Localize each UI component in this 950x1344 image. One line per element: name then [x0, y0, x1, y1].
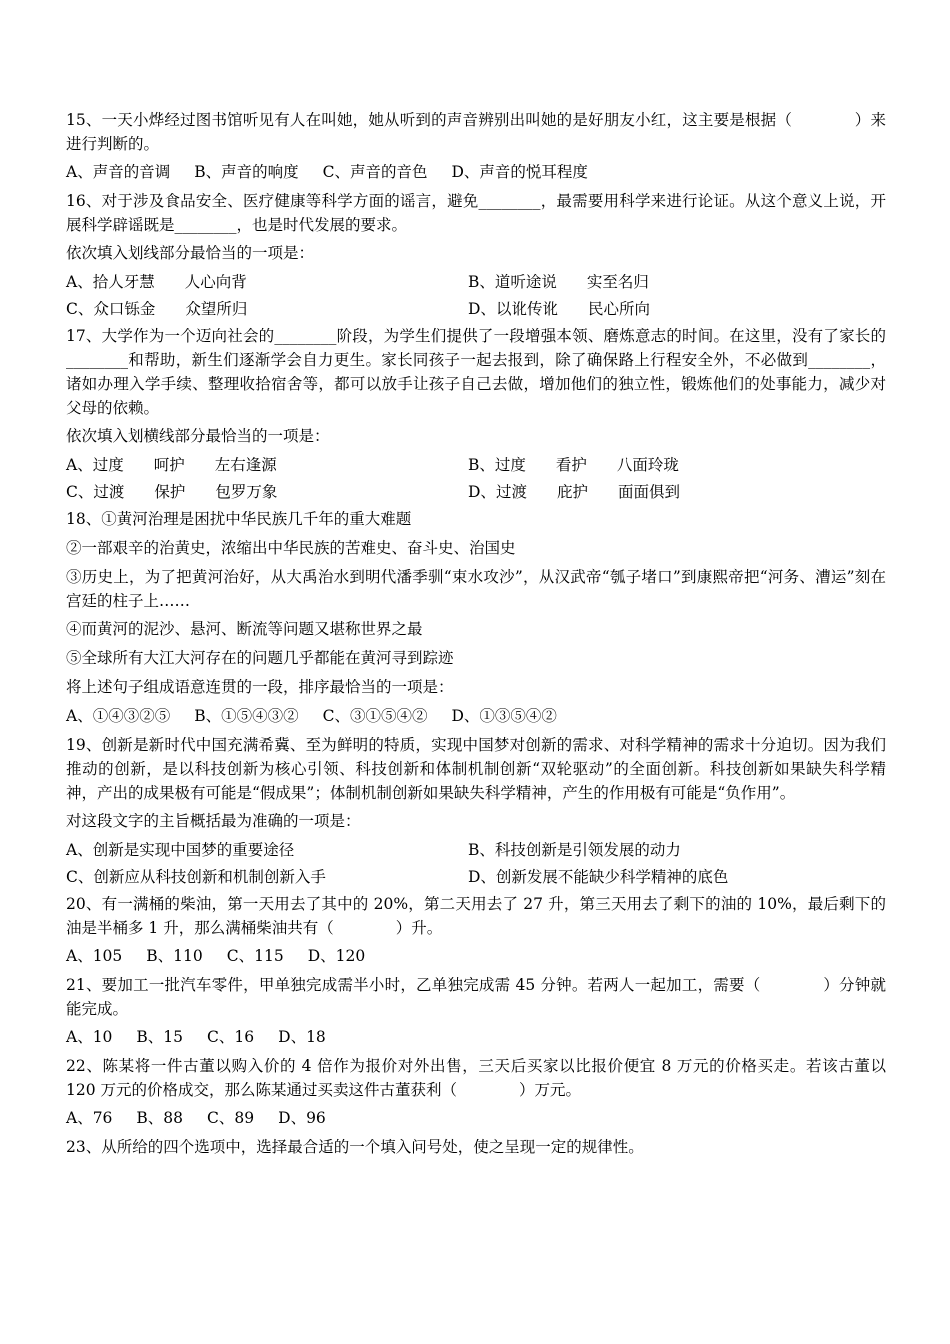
option-b: B、过度 看护 八面玲珑: [468, 456, 679, 474]
option-c: C、16: [207, 1028, 255, 1046]
option-a: A、拾人牙慧 人心向背: [66, 273, 247, 291]
question-19-prompt: 对这段文字的主旨概括最为准确的一项是：: [66, 812, 361, 830]
option-b: B、科技创新是引领发展的动力: [468, 841, 681, 859]
option-b: B、110: [146, 947, 203, 965]
option-c: C、创新应从科技创新和机制创新入手: [66, 868, 326, 886]
option-a: A、10: [66, 1028, 113, 1046]
question-17-options-row-1: [66, 453, 886, 475]
option-c: C、过渡 保护 包罗万象: [66, 483, 278, 501]
question-22-stem: 22、陈某将一件古董以购入价的 4 倍作为报价对外出售，三天后买家以比报价便宜 8 万元的价格买走。若该古董以 120 万元的价格成交，那么陈某通过买卖这件古董获利（ ）万元。: [66, 1057, 886, 1099]
option-c: C、89: [207, 1109, 255, 1127]
option-b: B、①⑤④③②: [194, 707, 299, 725]
option-c: C、115: [226, 947, 284, 965]
option-c: C、声音的音色: [322, 163, 428, 181]
option-b: B、88: [136, 1109, 184, 1127]
question-19-options-row-2: [66, 865, 886, 887]
question-15-options: [66, 160, 886, 184]
question-19-stem: 19、创新是新时代中国充满希冀、至为鲜明的特质，实现中国梦对创新的需求、对科学精神的需求十分迫切。因为我们推动的创新，是以科技创新为核心引领、科技创新和体制机制创新“双轮驱动”的全面创新。科技创新如果缺失科学精神，产出的成果极有可能是“假成果”；体制机制创新如果缺失科学精神，产生的作用极有可能是“负作用”。: [66, 736, 886, 802]
question-16-stem: 16、对于涉及食品安全、医疗健康等科学方面的谣言，避免________，最需要用科学来进行论证。从这个意义上说，开展科学辟谣既是________，也是时代发展的要求。: [66, 192, 886, 234]
question-18-sentence-2: ②一部艰辛的治黄史，浓缩出中华民族的苦难史、奋斗史、治国史: [66, 539, 516, 557]
option-a: A、过度 呵护 左右逢源: [66, 456, 277, 474]
option-d: D、过渡 庇护 面面俱到: [468, 483, 680, 501]
option-d: D、以讹传讹 民心所向: [468, 300, 650, 318]
option-d: D、创新发展不能缺少科学精神的底色: [468, 868, 729, 886]
question-23-stem: 23、从所给的四个选项中，选择最合适的一个填入问号处，使之呈现一定的规律性。: [66, 1138, 644, 1156]
option-d: D、18: [278, 1028, 326, 1046]
question-17-options-row-2: [66, 480, 886, 502]
option-a: A、76: [66, 1109, 113, 1127]
question-21-options: [66, 1025, 886, 1049]
question-19-options-row-1: [66, 838, 886, 860]
exam-page: [66, 108, 886, 1164]
question-18-sentence-5: ⑤全球所有大江大河存在的问题几乎都能在黄河寻到踪迹: [66, 649, 454, 667]
question-16-prompt: 依次填入划线部分最恰当的一项是：: [66, 244, 315, 262]
option-d: D、120: [307, 947, 366, 965]
question-22-options: [66, 1106, 886, 1130]
option-c: C、③①⑤④②: [322, 707, 428, 725]
option-a: A、①④③②⑤: [66, 707, 171, 725]
question-18-sentence-1: 18、①黄河治理是困扰中华民族几千年的重大难题: [66, 510, 412, 528]
question-18-options: [66, 704, 886, 728]
question-18-sentence-4: ④而黄河的泥沙、悬河、断流等问题又堪称世界之最: [66, 620, 423, 638]
option-d: D、96: [278, 1109, 326, 1127]
question-18-sentence-3: ③历史上，为了把黄河治好，从大禹治水到明代潘季驯“束水攻沙”，从汉武帝“瓠子堵口”到康熙帝把“河务、漕运”刻在宫廷的柱子上……: [66, 568, 886, 610]
option-d: D、声音的悦耳程度: [451, 163, 588, 181]
option-b: B、道听途说 实至名归: [468, 273, 649, 291]
question-17-prompt: 依次填入划横线部分最恰当的一项是：: [66, 427, 330, 445]
question-16-options-row-2: [66, 297, 886, 319]
option-a: A、105: [66, 947, 123, 965]
question-17-stem: 17、大学作为一个迈向社会的________阶段，为学生们提供了一段增强本领、磨炼意志的时间。在这里，没有了家长的________和帮助，新生们逐渐学会自力更生。家长同孩子一起去报到，除了确保路上行程安全外，不必做到________，诸如办理入学手续、整理收拾宿舍等，都可以放手让孩子自己去做，增加他们的独立性，锻炼他们的处事能力，减少对父母的依赖。: [66, 327, 886, 417]
question-20-options: [66, 944, 886, 968]
question-21-stem: 21、要加工一批汽车零件，甲单独完成需半小时，乙单独完成需 45 分钟。若两人一起加工，需要（ ）分钟就能完成。: [66, 976, 886, 1018]
question-15-stem: 15、一天小烨经过图书馆听见有人在叫她，她从听到的声音辨别出叫她的是好朋友小红，这主要是根据（ ）来进行判断的。: [66, 111, 886, 153]
question-20-stem: 20、有一满桶的柴油，第一天用去了其中的 20%，第二天用去了 27 升，第三天用去了剩下的油的 10%，最后剩下的油是半桶多 1 升，那么满桶柴油共有（ ）升。: [66, 895, 886, 937]
option-a: A、声音的音调: [66, 163, 171, 181]
option-d: D、①③⑤④②: [451, 707, 557, 725]
option-b: B、15: [136, 1028, 184, 1046]
question-18-prompt: 将上述句子组成语意连贯的一段，排序最恰当的一项是：: [66, 678, 454, 696]
option-a: A、创新是实现中国梦的重要途径: [66, 841, 295, 859]
option-c: C、众口铄金 众望所归: [66, 300, 248, 318]
question-16-options-row-1: [66, 270, 886, 292]
option-b: B、声音的响度: [194, 163, 299, 181]
